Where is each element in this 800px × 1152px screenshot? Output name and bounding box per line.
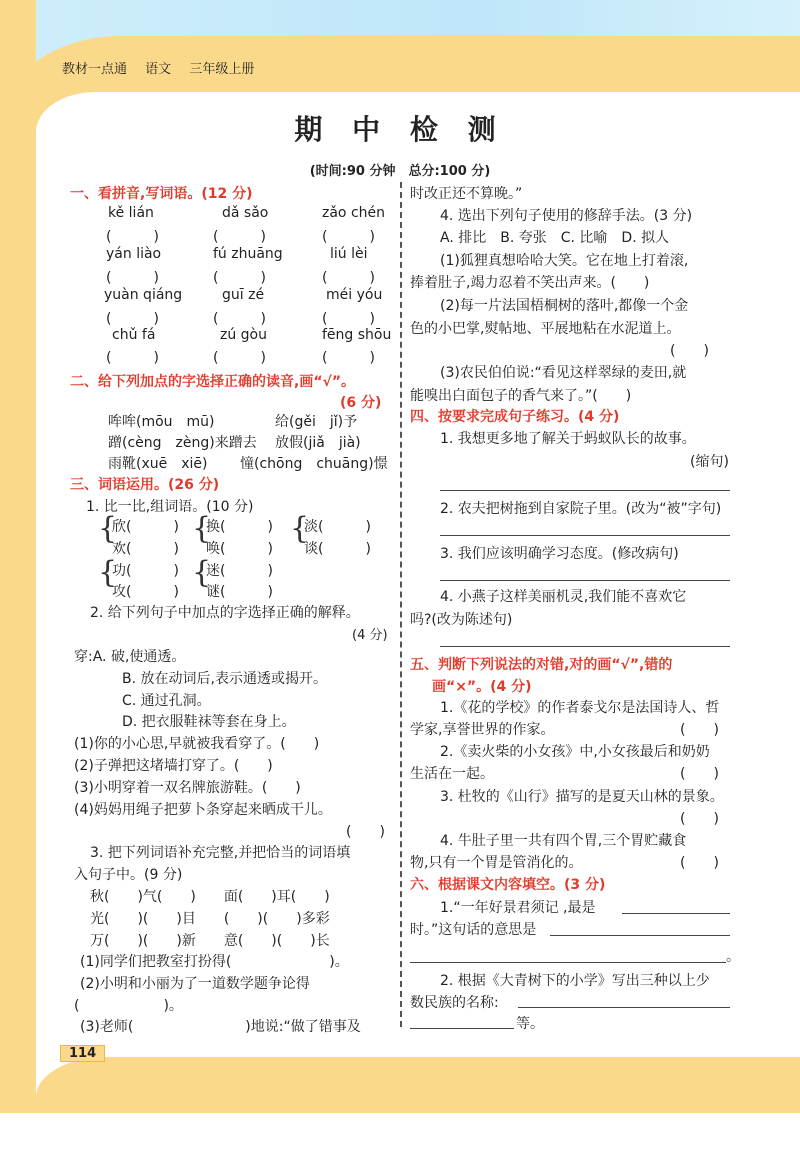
pinyin: chǔ fá [112,327,156,343]
continued-text: 时改正还不算晚。” [410,186,523,202]
judge-blank[interactable]: ( ) [680,855,719,871]
pinyin: yuàn qiáng [104,287,183,303]
pinyin: yán liào [106,246,162,262]
answer-blank[interactable]: ( ) [213,229,266,245]
answer-line[interactable] [440,580,730,581]
page-number: 114 [60,1045,105,1062]
fill-text: 1.“一年好景君须记 ,最是 [440,900,596,916]
sentence: (2)每一片法国梧桐树的落叶,都像一个金 [440,298,689,314]
pinyin: zú gòu [220,327,267,343]
answer-line[interactable] [410,962,726,963]
statement: 1.《花的学校》的作者泰戈尔是法国诗人、哲 [440,700,720,716]
exam-info: (时间:90 分钟 总分:100 分) [309,164,491,179]
brace: { [98,511,118,546]
book-name: 教材一点通 [62,62,128,77]
answer-blank[interactable]: ( ) [213,270,266,286]
idiom-fill[interactable]: 秋( )气( ) 面( )耳( ) [90,889,330,905]
brace: { [192,555,212,590]
section-4-title: 四、按要求完成句子练习。(4 分) [410,409,620,425]
answer-blank[interactable]: ( ) [670,343,709,359]
idiom-fill[interactable]: 万( )( )新 意( )( )长 [90,933,330,949]
question-3-3-cont: 入句子中。(9 分) [74,867,183,883]
sentence[interactable]: (3)小明穿着一双名牌旅游鞋。( ) [74,780,301,796]
subject: 语文 [145,62,172,77]
definition: C. 通过孔洞。 [122,693,211,709]
answer-line[interactable] [440,490,730,491]
answer-blank[interactable]: ( ) [322,311,375,327]
exercise: 4. 小燕子这样美丽机灵,我们能不喜欢它 [440,589,687,605]
sentence[interactable]: 能嗅出白面包子的香气来了。”( ) [410,388,632,404]
statement: 生活在一起。 [410,766,494,782]
section-5-title-cont: 画“×”。(4 分) [432,679,532,695]
period: 。 [726,949,740,965]
question-4: 4. 选出下列句子使用的修辞手法。(3 分) [440,208,693,224]
statement: 物,只有一个胃是管消化的。 [410,855,583,871]
fill-text: 时。”这句话的意思是 [410,922,537,938]
word-pair[interactable]: 换( ) [206,519,273,535]
reading-item[interactable]: 雨靴(xuē xiē) [108,456,208,472]
word-pair[interactable]: 攻( ) [112,584,179,600]
answer-line[interactable] [410,1028,514,1029]
pinyin: guī zé [222,287,265,303]
fill-text: 等。 [516,1016,544,1032]
fill-text: 2. 根据《大青树下的小学》写出三种以上少 [440,973,710,989]
statement: 2.《卖火柴的小女孩》中,小女孩最后和奶奶 [440,744,710,760]
answer-blank[interactable]: ( ) [106,270,159,286]
sentence[interactable]: (1)你的小心思,早就被我看穿了。( ) [74,736,320,752]
pinyin: méi yóu [326,287,383,303]
statement: 学家,享誉世界的作家。 [410,722,555,738]
word-pair[interactable]: 淡( ) [304,519,371,535]
question-3-2-score: (4 分) [352,628,388,643]
exercise: 1. 我想更多地了解关于蚂蚁队长的故事。 [440,431,696,447]
definition: B. 放在动词后,表示通透或揭开。 [122,671,327,687]
fill-sentence[interactable]: (2)小明和小丽为了一道数学题争论得 [80,976,310,992]
exercise-hint: (缩句) [690,454,729,470]
answer-blank[interactable]: ( ) [322,229,375,245]
sentence[interactable]: (4)妈妈用绳子把萝卜条穿起来晒成干儿。 [74,802,332,818]
answer-blank[interactable]: ( ) [213,350,266,366]
exercise: 2. 农夫把树拖到自家院子里。(改为“被”字句) [440,501,722,517]
judge-blank[interactable]: ( ) [680,766,719,782]
section-1-title: 一、看拼音,写词语。(12 分) [70,186,253,202]
brace: { [98,555,118,590]
word-pair[interactable]: 唤( ) [206,541,273,557]
reading-item[interactable]: 蹭(cèng zèng)来蹭去 [108,435,257,451]
section-6-title: 六、根据课文内容填空。(3 分) [410,877,606,893]
rhetoric-options: A. 排比 B. 夸张 C. 比喻 D. 拟人 [440,230,670,246]
question-3-3: 3. 把下列词语补充完整,并把恰当的词语填 [90,845,351,861]
answer-line[interactable] [440,535,730,536]
answer-line[interactable] [440,646,730,647]
answer-line[interactable] [550,935,730,936]
answer-blank[interactable]: ( ) [213,311,266,327]
question-3-2: 2. 给下列句子中加点的字选择正确的解释。 [90,605,360,621]
bottom-border [36,1057,800,1113]
statement: 4. 牛肚子里一共有四个胃,三个胃贮藏食 [440,833,687,849]
answer-blank[interactable]: ( ) [346,824,385,840]
answer-line[interactable] [622,913,730,914]
word-pair[interactable]: 功( ) [112,563,179,579]
word-pair[interactable]: 谜( ) [206,584,273,600]
definition: 穿:A. 破,使通透。 [74,649,186,665]
word-pair[interactable]: 欣( ) [112,519,179,535]
pinyin: zǎo chén [322,205,385,221]
page-header [62,58,268,77]
column-divider [400,182,402,1027]
definition: D. 把衣服鞋袜等套在身上。 [122,714,296,730]
fill-sentence[interactable]: ( )。 [74,998,183,1014]
reading-item[interactable]: 给(gěi jǐ)予 [275,414,358,430]
sentence[interactable]: 捧着肚子,竭力忍着不笑出声来。( ) [410,275,650,291]
answer-blank[interactable]: ( ) [322,270,375,286]
brace: { [192,511,212,546]
sentence: (1)狐狸真想哈哈大笑。它在地上打着滚, [440,253,689,269]
word-pair[interactable]: 谈( ) [304,541,371,557]
word-pair[interactable]: 欢( ) [112,541,179,557]
judge-blank[interactable]: ( ) [680,811,719,827]
section-3-title: 三、词语运用。(26 分) [70,477,220,493]
grade: 三年级上册 [189,62,255,77]
pinyin: fú zhuāng [213,246,283,262]
reading-item[interactable]: 哞哞(mōu mū) [108,414,215,430]
section-2-title: 二、给下列加点的字选择正确的读音,画“√”。 [70,374,356,390]
answer-blank[interactable]: ( ) [106,229,159,245]
answer-blank[interactable]: ( ) [106,350,159,366]
page-title: 期 中 检 测 [294,113,506,146]
judge-blank[interactable]: ( ) [680,722,719,738]
section-2-score: (6 分) [340,395,382,411]
pinyin: fēng shōu [322,327,392,343]
exercise: 3. 我们应该明确学习态度。(修改病句) [440,546,679,562]
idiom-fill[interactable]: 光( )( )目 ( )( )多彩 [90,911,330,927]
pinyin: liú lèi [330,246,368,262]
pinyin: dǎ sǎo [222,205,269,221]
brace: { [290,511,310,546]
section-5-title: 五、判断下列说法的对错,对的画“√”,错的 [410,657,673,673]
fill-text: 数民族的名称: [410,995,499,1011]
answer-blank[interactable]: ( ) [322,350,375,366]
sentence: 色的小巴掌,熨帖地、平展地粘在水泥道上。 [410,321,681,337]
reading-item[interactable]: 放假(jiǎ jià) [275,435,361,451]
reading-item[interactable]: 憧(chōng chuāng)憬 [240,456,388,472]
sentence: (3)农民伯伯说:“看见这样翠绿的麦田,就 [440,365,687,381]
exercise: 吗?(改为陈述句) [410,612,513,628]
answer-line[interactable] [518,1007,730,1008]
answer-blank[interactable]: ( ) [106,311,159,327]
fill-sentence[interactable]: (3)老师( )地说:“做了错事及 [80,1019,361,1035]
pinyin: kě lián [108,205,154,221]
word-pair[interactable]: 迷( ) [206,563,273,579]
statement: 3. 杜牧的《山行》描写的是夏天山林的景象。 [440,789,724,805]
question-3-1: 1. 比一比,组词语。(10 分) [86,499,254,515]
sentence[interactable]: (2)子弹把这堵墙打穿了。( ) [74,758,273,774]
fill-sentence[interactable]: (1)同学们把教室打扮得( )。 [80,954,349,970]
